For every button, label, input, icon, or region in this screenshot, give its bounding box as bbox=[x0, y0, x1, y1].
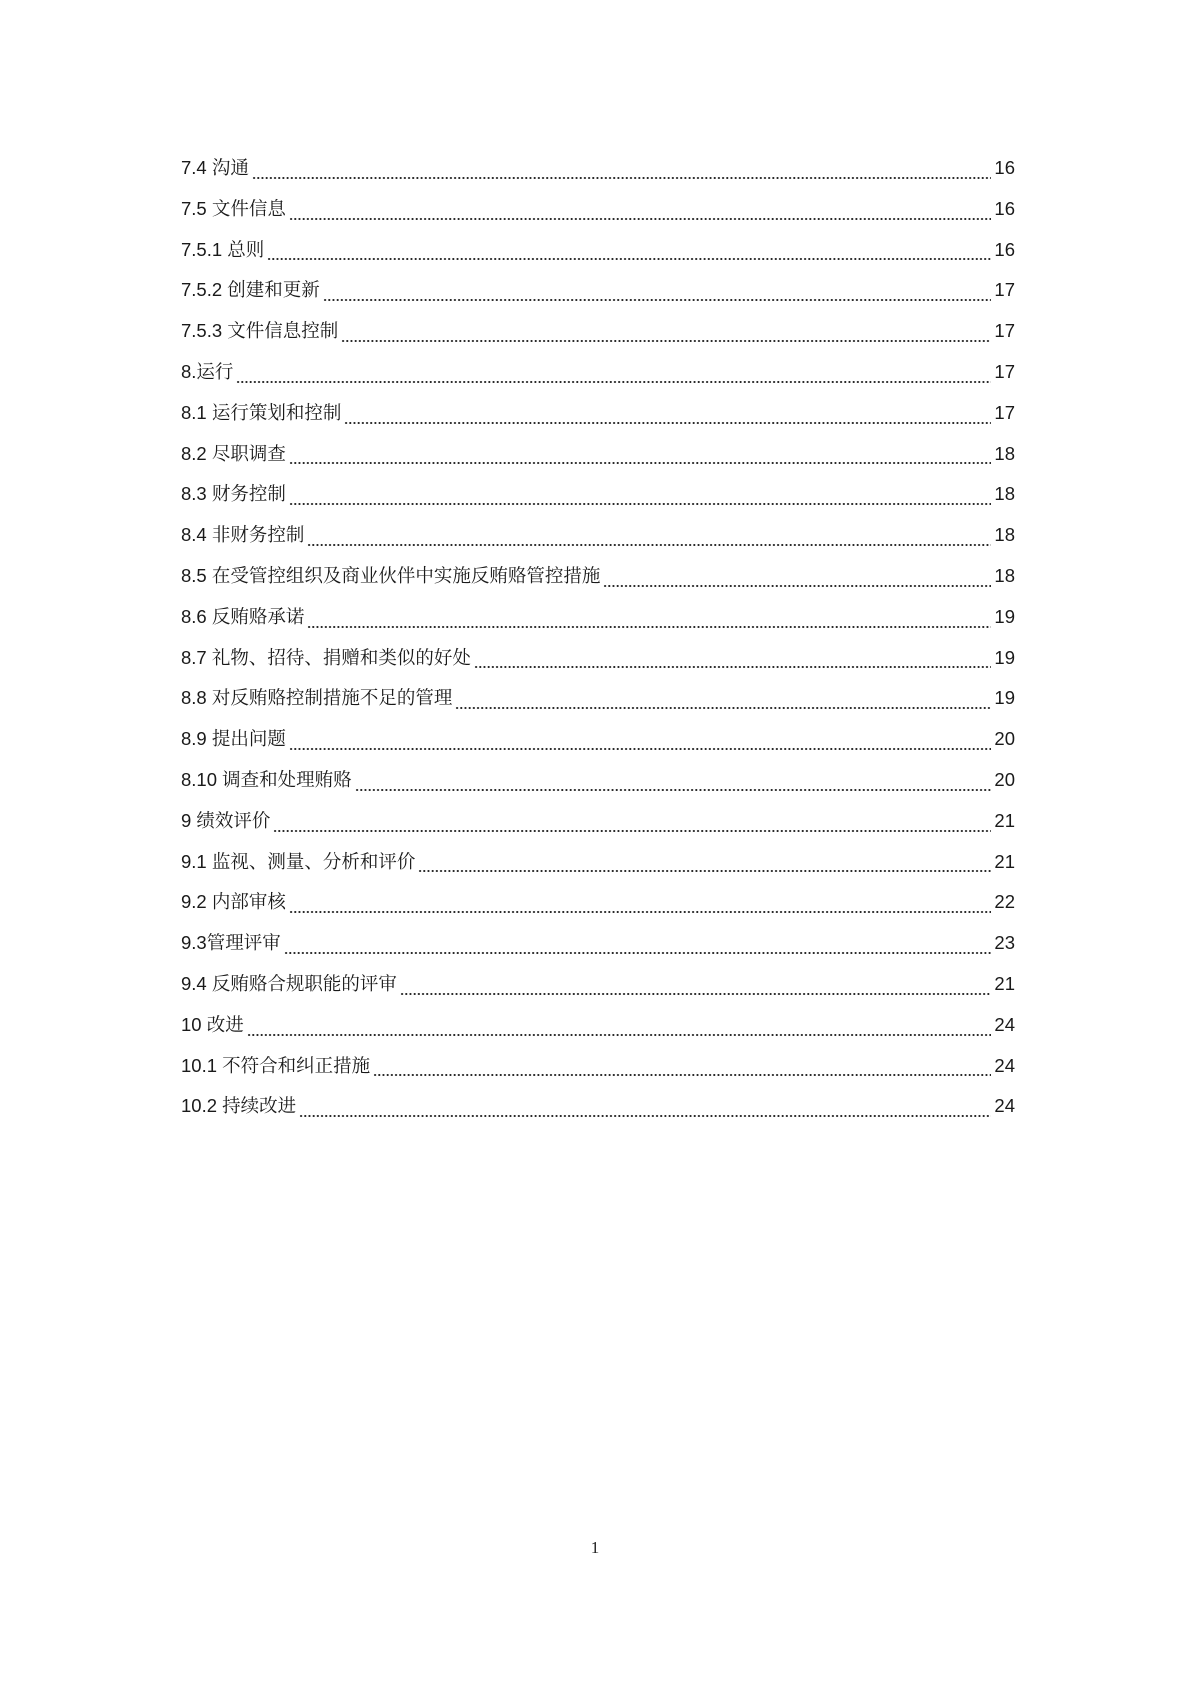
dot-leader bbox=[355, 773, 991, 793]
toc-entry-page-number: 18 bbox=[994, 524, 1015, 546]
toc-entry-page-number: 19 bbox=[994, 646, 1015, 668]
toc-entry[interactable] bbox=[181, 890, 1015, 931]
toc-entry[interactable] bbox=[181, 727, 1015, 768]
toc-entry-label: 8.1 运行策划和控制 bbox=[181, 401, 342, 423]
toc-entry-page-number: 21 bbox=[994, 809, 1015, 831]
toc-entry[interactable] bbox=[181, 768, 1015, 809]
toc-entry[interactable] bbox=[181, 1054, 1015, 1095]
toc-entry-label: 7.4 沟通 bbox=[181, 157, 249, 178]
toc-entry-page-number: 16 bbox=[994, 238, 1015, 260]
dot-leader bbox=[400, 977, 991, 997]
toc-entry-label: 9.1 监视、测量、分析和评价 bbox=[181, 850, 416, 872]
toc-entry-label: 9.4 反贿赂合规职能的评审 bbox=[181, 972, 397, 994]
toc-entry-page-number: 17 bbox=[994, 279, 1015, 301]
toc-entry-page-number: 17 bbox=[994, 320, 1015, 342]
toc-entry-label: 7.5.1 总则 bbox=[181, 238, 265, 260]
dot-leader bbox=[289, 732, 991, 752]
toc-entry-label: 9.3管理评审 bbox=[181, 932, 281, 954]
toc-entry-page-number: 17 bbox=[994, 401, 1015, 423]
dot-leader bbox=[341, 324, 991, 344]
toc-entry-page-number: 21 bbox=[994, 850, 1015, 872]
toc-entry-page-number: 21 bbox=[994, 972, 1015, 994]
toc-entry-page-number: 17 bbox=[994, 360, 1015, 382]
dot-leader bbox=[344, 406, 991, 426]
toc-entry[interactable] bbox=[181, 809, 1015, 850]
toc-entry-page-number: 22 bbox=[994, 891, 1015, 913]
toc-entry-page-number: 20 bbox=[994, 728, 1015, 750]
toc-entry-page-number: 24 bbox=[994, 1054, 1015, 1076]
toc-entry-label: 8.8 对反贿赂控制措施不足的管理 bbox=[181, 687, 453, 709]
toc-entry[interactable] bbox=[181, 1013, 1015, 1054]
toc-entry-label: 10.1 不符合和纠正措施 bbox=[181, 1054, 371, 1076]
dot-leader bbox=[267, 242, 991, 262]
dot-leader bbox=[373, 1058, 991, 1078]
toc-entry-label: 9 绩效评价 bbox=[181, 809, 271, 831]
dot-leader bbox=[323, 283, 991, 303]
toc-entry-page-number: 23 bbox=[994, 932, 1015, 954]
toc-entry-label: 8.6 反贿赂承诺 bbox=[181, 605, 305, 627]
toc-entry-label: 8.9 提出问题 bbox=[181, 728, 286, 750]
toc-entry[interactable] bbox=[181, 442, 1015, 483]
dot-leader bbox=[289, 202, 991, 222]
toc-entry-label: 10 改进 bbox=[181, 1013, 244, 1035]
toc-entry-page-number: 19 bbox=[994, 605, 1015, 627]
dot-leader bbox=[236, 365, 991, 385]
dot-leader bbox=[284, 936, 991, 956]
toc-entry-page-number: 18 bbox=[994, 483, 1015, 505]
dot-leader bbox=[603, 569, 991, 589]
dot-leader bbox=[289, 895, 991, 915]
dot-leader bbox=[474, 650, 991, 670]
toc-entry-label: 10.2 持续改进 bbox=[181, 1095, 297, 1117]
toc-entry-label: 8.4 非财务控制 bbox=[181, 524, 305, 546]
toc-entry-label: 8.3 财务控制 bbox=[181, 483, 286, 505]
toc-entry[interactable] bbox=[181, 605, 1015, 646]
toc-entry-page-number: 18 bbox=[994, 442, 1015, 464]
toc-entry-page-number: 24 bbox=[994, 1095, 1015, 1117]
toc-entry[interactable] bbox=[181, 197, 1015, 238]
toc-entry[interactable] bbox=[181, 482, 1015, 523]
toc-entry[interactable] bbox=[181, 1094, 1015, 1135]
toc-entry[interactable] bbox=[181, 523, 1015, 564]
toc-entry-page-number: 18 bbox=[994, 564, 1015, 586]
dot-leader bbox=[455, 691, 991, 711]
dot-leader bbox=[247, 1018, 991, 1038]
table-of-contents bbox=[181, 156, 1015, 1135]
dot-leader bbox=[252, 161, 991, 181]
toc-entry[interactable] bbox=[181, 156, 1015, 197]
toc-entry-label: 8.10 调查和处理贿赂 bbox=[181, 768, 352, 790]
toc-entry-label: 7.5.3 文件信息控制 bbox=[181, 320, 339, 342]
toc-entry[interactable] bbox=[181, 278, 1015, 319]
toc-entry[interactable] bbox=[181, 401, 1015, 442]
toc-entry[interactable] bbox=[181, 564, 1015, 605]
toc-entry-label: 8.5 在受管控组织及商业伙伴中实施反贿赂管控措施 bbox=[181, 564, 601, 586]
toc-entry-page-number: 20 bbox=[994, 768, 1015, 790]
page-number: 1 bbox=[590, 1538, 600, 1557]
toc-entry[interactable] bbox=[181, 646, 1015, 687]
toc-entry[interactable] bbox=[181, 931, 1015, 972]
toc-entry[interactable] bbox=[181, 238, 1015, 279]
toc-entry-page-number: 24 bbox=[994, 1013, 1015, 1035]
dot-leader bbox=[289, 446, 991, 466]
toc-entry-label: 8.2 尽职调查 bbox=[181, 442, 286, 464]
toc-entry-label: 9.2 内部审核 bbox=[181, 891, 286, 913]
toc-entry-label: 7.5.2 创建和更新 bbox=[181, 279, 320, 301]
toc-entry[interactable] bbox=[181, 686, 1015, 727]
toc-entry[interactable] bbox=[181, 972, 1015, 1013]
toc-entry-page-number: 19 bbox=[994, 687, 1015, 709]
dot-leader bbox=[307, 610, 991, 630]
toc-entry-page-number: 16 bbox=[994, 157, 1015, 178]
toc-entry-label: 8.7 礼物、招待、捐赠和类似的好处 bbox=[181, 646, 471, 668]
toc-entry-label: 7.5 文件信息 bbox=[181, 197, 286, 219]
dot-leader bbox=[273, 814, 991, 834]
dot-leader bbox=[418, 854, 991, 874]
toc-entry-page-number: 16 bbox=[994, 197, 1015, 219]
dot-leader bbox=[307, 528, 991, 548]
toc-entry[interactable] bbox=[181, 360, 1015, 401]
dot-leader bbox=[299, 1099, 991, 1119]
toc-entry[interactable] bbox=[181, 850, 1015, 891]
toc-entry[interactable] bbox=[181, 319, 1015, 360]
dot-leader bbox=[289, 487, 991, 507]
toc-entry-label: 8.运行 bbox=[181, 360, 234, 382]
